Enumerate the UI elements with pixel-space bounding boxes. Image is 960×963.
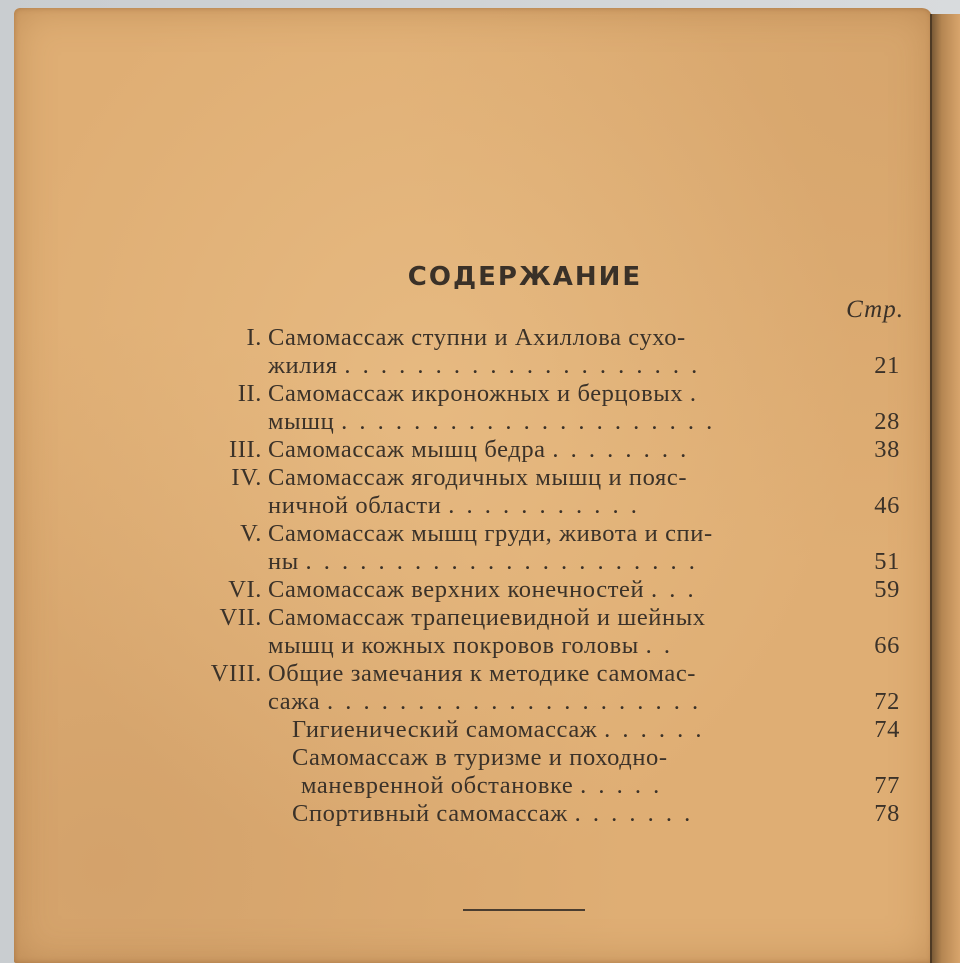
toc-entry-title: Самомассаж ступни и Ахиллова сухо- xyxy=(268,324,686,351)
toc-line xyxy=(0,576,960,604)
toc-page-number: 46 xyxy=(874,492,900,519)
toc-entry-title: Самомассаж верхних конечностей . . . xyxy=(268,576,697,603)
leader-dots: . . . . . . . . xyxy=(552,436,690,463)
toc-entry-number: VIII. xyxy=(210,660,262,687)
toc-page-number: 21 xyxy=(874,352,900,379)
toc-subentry-title: Спортивный самомассаж . . . . . . . xyxy=(292,800,694,827)
toc-page-number: 78 xyxy=(874,800,900,827)
toc-entry-title: Самомассаж икроножных и берцовых . xyxy=(268,380,697,407)
toc-entry-title-cont: жилия . . . . . . . . . . . . . . . . . . . . xyxy=(268,352,701,379)
toc-title: СОДЕРЖАНИЕ xyxy=(407,262,643,292)
leader-dots: . . . . . . . . . . . . . . . . . . . . . . xyxy=(305,548,698,575)
toc-line xyxy=(0,604,960,632)
toc-line xyxy=(0,464,960,492)
toc-entry-title: Самомассаж ягодичных мышц и пояс- xyxy=(268,464,688,491)
toc-line xyxy=(0,660,960,688)
leader-dots: . . . . . . . xyxy=(574,800,694,827)
toc-entry-title-cont: ничной области . . . . . . . . . . . xyxy=(268,492,640,519)
table-of-contents xyxy=(0,324,960,828)
toc-line xyxy=(0,380,960,408)
toc-page-number: 38 xyxy=(874,436,900,463)
toc-entry-number: I. xyxy=(246,324,262,351)
toc-entry-title-cont: сажа . . . . . . . . . . . . . . . . . . . . . xyxy=(268,688,702,715)
toc-entry-number: II. xyxy=(237,380,262,407)
toc-page-number: 66 xyxy=(874,632,900,659)
leader-dots: . . xyxy=(645,632,673,659)
toc-page-number: 28 xyxy=(874,408,900,435)
toc-line xyxy=(0,772,960,800)
toc-subentry-title-cont: маневренной обстановке . . . . . xyxy=(301,772,663,799)
toc-entry-title: Самомассаж мышц груди, живота и спи- xyxy=(268,520,713,547)
toc-entry-title: Самомассаж трапециевидной и шейных xyxy=(268,604,706,631)
toc-line xyxy=(0,352,960,380)
toc-subentry-title: Гигиенический самомассаж . . . . . . xyxy=(292,716,705,743)
toc-line xyxy=(0,520,960,548)
toc-page-number: 59 xyxy=(874,576,900,603)
toc-page-number: 72 xyxy=(874,688,900,715)
leader-dots: . . . . . . . . . . . . . . . . . . . . xyxy=(344,352,701,379)
leader-dots: . . . . . . . . . . . . . . . . . . . . . xyxy=(341,408,716,435)
toc-entry-title-cont: мышц . . . . . . . . . . . . . . . . . . . . . xyxy=(268,408,716,435)
toc-entry-title-cont: ны . . . . . . . . . . . . . . . . . . . . . . xyxy=(268,548,698,575)
toc-line xyxy=(0,800,960,828)
page-column-header: Стр. xyxy=(846,296,904,323)
toc-page-number: 74 xyxy=(874,716,900,743)
toc-line xyxy=(0,688,960,716)
toc-entry-title-cont: мышц и кожных покровов головы . . xyxy=(268,632,673,659)
leader-dots: . . . . . . xyxy=(604,716,705,743)
toc-entry-title: Самомассаж мышц бедра . . . . . . . . xyxy=(268,436,690,463)
toc-line xyxy=(0,716,960,744)
closing-rule xyxy=(463,909,585,911)
toc-entry-title: Общие замечания к методике самомас- xyxy=(268,660,697,687)
toc-line xyxy=(0,492,960,520)
toc-entry-number: IV. xyxy=(231,464,262,491)
leader-dots: . . . . . xyxy=(580,772,663,799)
toc-page-number: 51 xyxy=(874,548,900,575)
leader-dots: . . . xyxy=(650,576,697,603)
leader-dots: . . . . . . . . . . . xyxy=(448,492,640,519)
toc-entry-number: V. xyxy=(240,520,262,547)
toc-page-number: 77 xyxy=(874,772,900,799)
toc-line xyxy=(0,744,960,772)
toc-line xyxy=(0,408,960,436)
toc-line xyxy=(0,632,960,660)
toc-line xyxy=(0,324,960,352)
toc-entry-number: VI. xyxy=(228,576,262,603)
toc-line xyxy=(0,548,960,576)
toc-subentry-title: Самомассаж в туризме и походно- xyxy=(292,744,668,771)
toc-line xyxy=(0,436,960,464)
toc-entry-number: VII. xyxy=(219,604,262,631)
toc-entry-number: III. xyxy=(228,436,262,463)
leader-dots: . . . . . . . . . . . . . . . . . . . . . xyxy=(326,688,702,715)
